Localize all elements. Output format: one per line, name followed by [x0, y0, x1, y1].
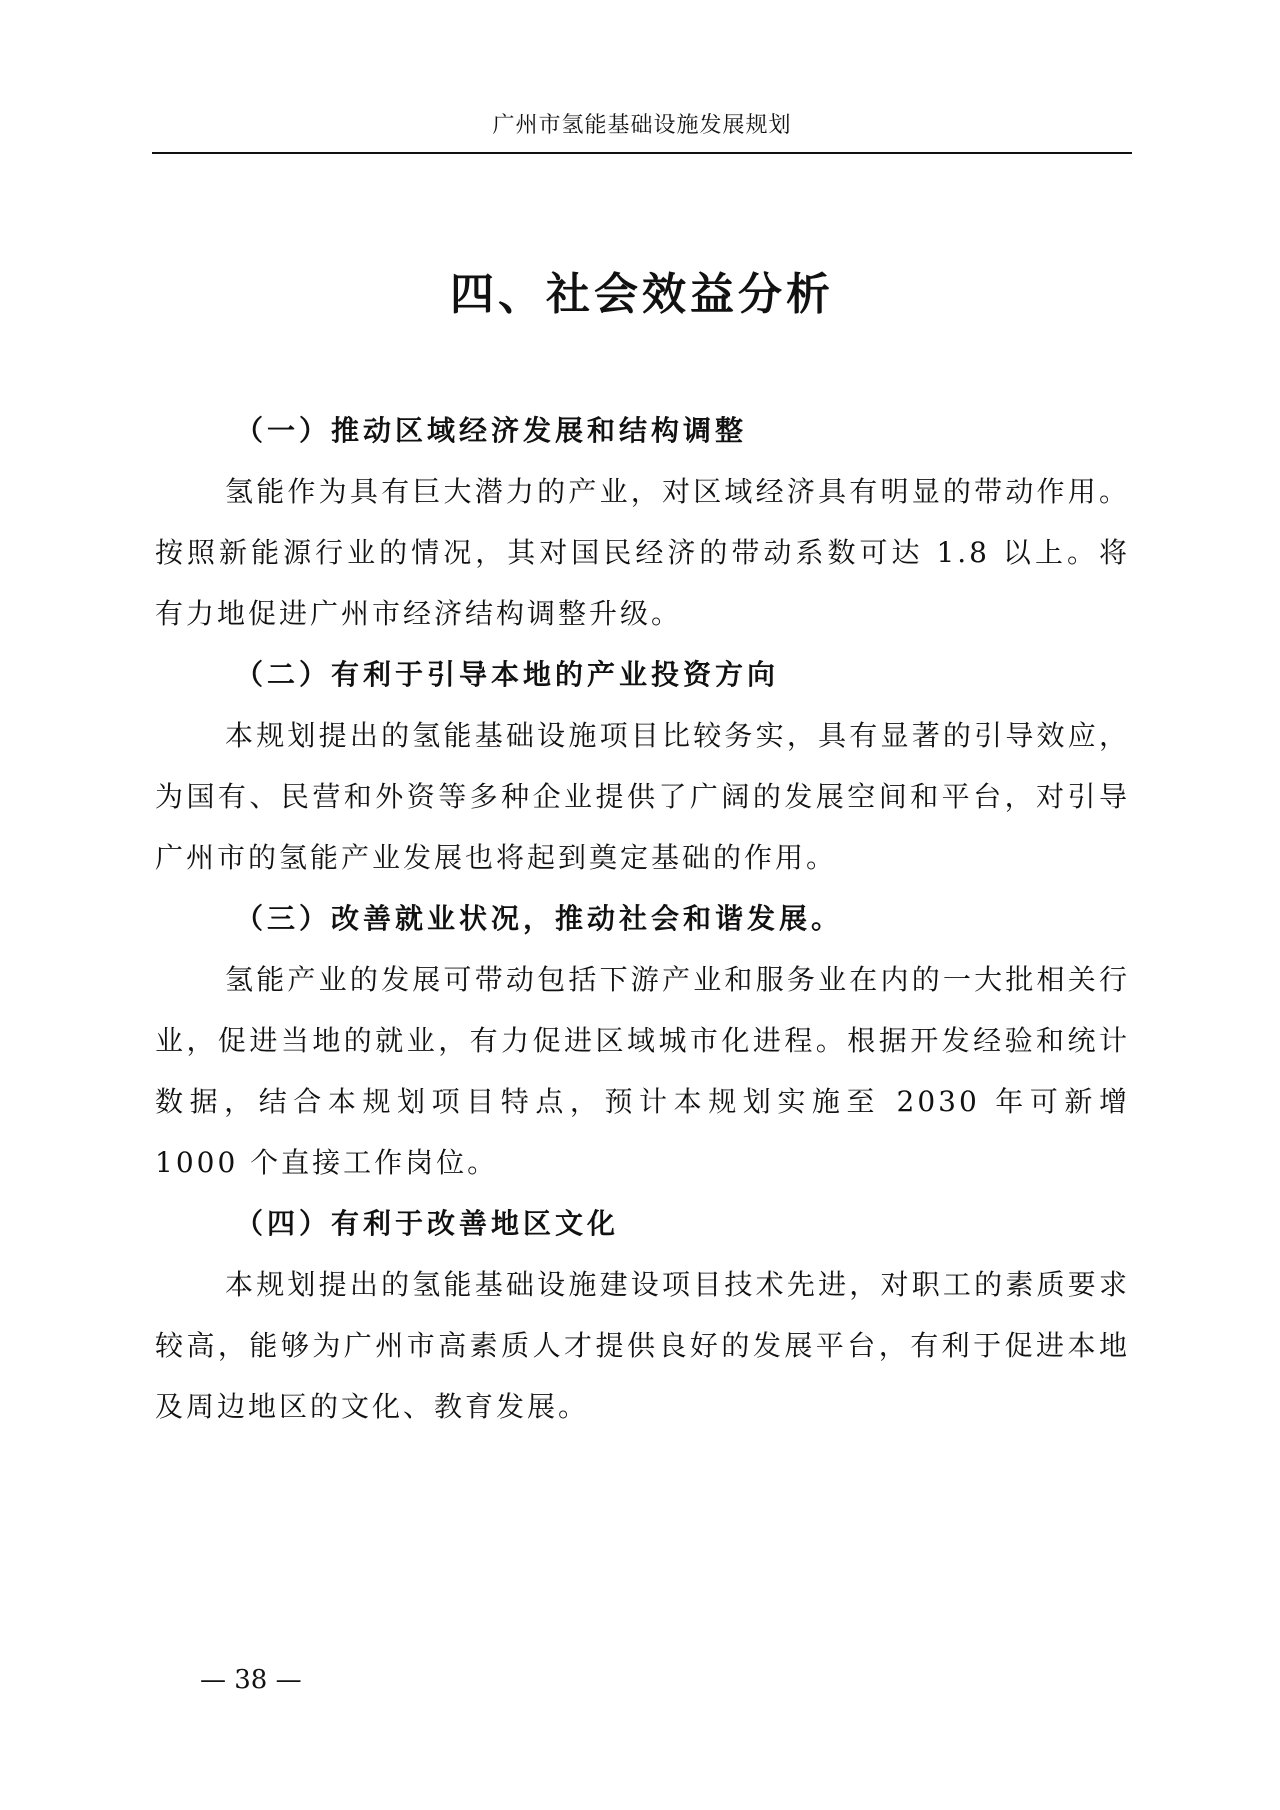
section-heading: （二）有利于引导本地的产业投资方向	[235, 658, 780, 691]
page-number: 38	[234, 1665, 268, 1695]
page-footer	[200, 1665, 302, 1695]
chapter-content	[155, 400, 1130, 1437]
header-rule	[152, 152, 1132, 154]
section-4	[155, 1193, 1130, 1437]
section-2	[155, 644, 1130, 888]
section-paragraph: 氢能作为具有巨大潜力的产业，对区域经济具有明显的带动作用。按照新能源行业的情况，其对国民经济的带动系数可达 1.8 以上。将有力地促进广州市经济结构调整升级。	[155, 475, 1130, 630]
section-paragraph: 氢能产业的发展可带动包括下游产业和服务业在内的一大批相关行业，促进当地的就业，有力促进区域城市化进程。根据开发经验和统计数据，结合本规划项目特点，预计本规划实施至 2030 年可新增 1000 个直接工作岗位。	[155, 963, 1130, 1179]
section-3	[155, 888, 1130, 1193]
footer-dash-right: —	[275, 1665, 302, 1695]
section-paragraph: 本规划提出的氢能基础设施建设项目技术先进，对职工的素质要求较高，能够为广州市高素质人才提供良好的发展平台，有利于促进本地及周边地区的文化、教育发展。	[155, 1268, 1130, 1423]
section-heading: （一）推动区域经济发展和结构调整	[235, 414, 748, 447]
section-1	[155, 400, 1130, 644]
chapter-title: 四、社会效益分析	[450, 269, 834, 320]
footer-dash-left: —	[200, 1665, 226, 1695]
section-heading: （四）有利于改善地区文化	[235, 1207, 620, 1240]
running-header: 广州市氢能基础设施发展规划	[492, 113, 792, 138]
section-heading: （三）改善就业状况，推动社会和谐发展。	[235, 902, 844, 935]
section-paragraph: 本规划提出的氢能基础设施项目比较务实，具有显著的引导效应，为国有、民营和外资等多种企业提供了广阔的发展空间和平台，对引导广州市的氢能产业发展也将起到奠定基础的作用。	[155, 719, 1130, 874]
